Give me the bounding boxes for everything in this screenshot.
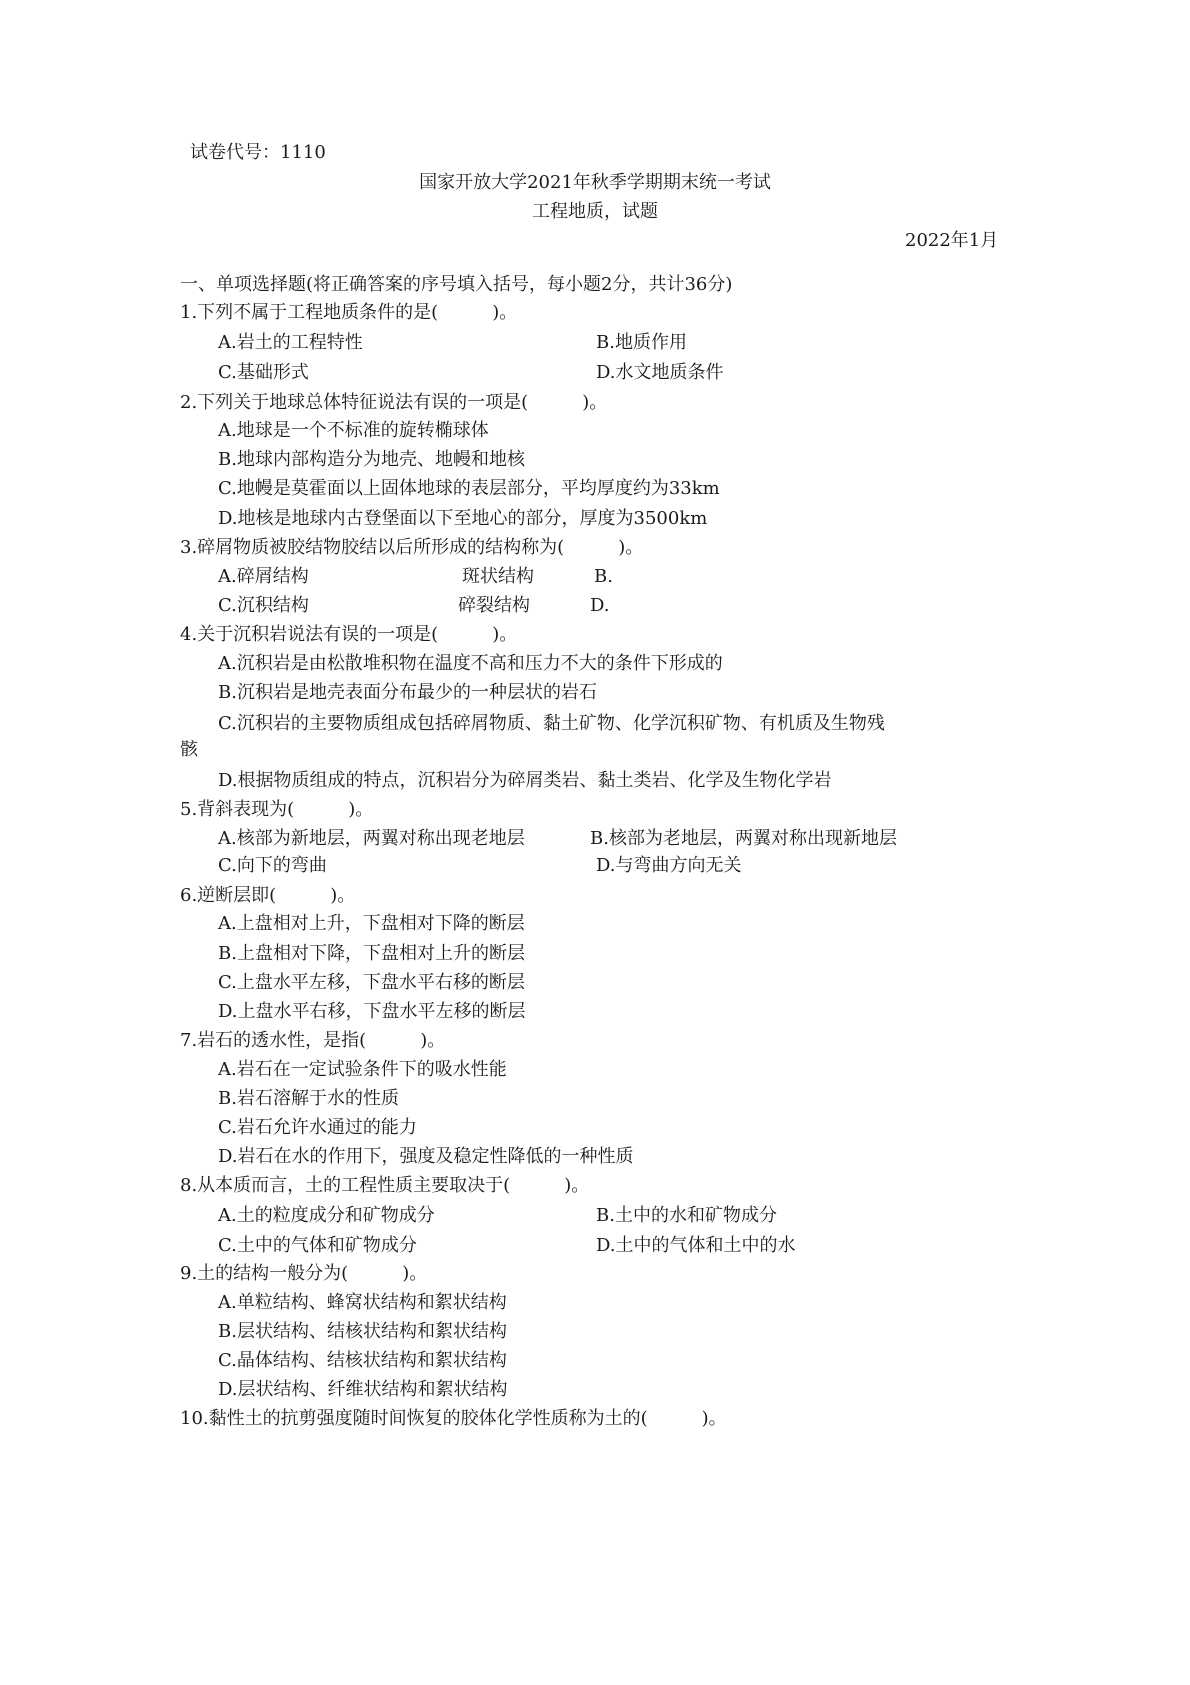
question-9-option-b: B.层状结构、结核状结构和絮状结构: [218, 1321, 507, 1342]
question-5-option-d: D.与弯曲方向无关: [596, 855, 742, 876]
question-8-option-b: B.土中的水和矿物成分: [596, 1205, 777, 1226]
question-9-option-c: C.晶体结构、结核状结构和絮状结构: [218, 1350, 507, 1371]
question-7-option-b: B.岩石溶解于水的性质: [218, 1088, 399, 1109]
question-2-stem: 2.下列关于地球总体特征说法有误的一项是( )。: [180, 392, 608, 413]
question-1-option-a: A.岩土的工程特性: [218, 332, 363, 353]
question-4-option-c: C.沉积岩的主要物质组成包括碎屑物质、黏土矿物、化学沉积矿物、有机质及生物残: [218, 713, 885, 734]
question-3-option-d-label: D.: [590, 595, 610, 616]
question-6-option-d: D.上盘水平右移，下盘水平左移的断层: [218, 1001, 526, 1022]
question-8-option-d: D.土中的气体和土中的水: [596, 1235, 796, 1256]
question-2-option-b: B.地球内部构造分为地壳、地幔和地核: [218, 449, 525, 470]
question-1-stem: 1.下列不属于工程地质条件的是( )。: [180, 302, 518, 323]
question-7-option-c: C.岩石允许水通过的能力: [218, 1117, 417, 1138]
question-6-option-c: C.上盘水平左移，下盘水平右移的断层: [218, 972, 525, 993]
question-4-option-b: B.沉积岩是地壳表面分布最少的一种层状的岩石: [218, 682, 597, 703]
question-3-stem: 3.碎屑物质被胶结物胶结以后所形成的结构称为( )。: [180, 537, 644, 558]
question-6-option-a: A.上盘相对上升，下盘相对下降的断层: [218, 913, 525, 934]
question-4-stem: 4.关于沉积岩说法有误的一项是( )。: [180, 624, 518, 645]
question-8-option-a: A.土的粒度成分和矿物成分: [218, 1205, 435, 1226]
question-3-option-b-text: 斑状结构: [462, 566, 534, 587]
question-7-option-a: A.岩石在一定试验条件下的吸水性能: [218, 1059, 507, 1080]
question-7-stem: 7.岩石的透水性，是指( )。: [180, 1030, 446, 1051]
question-1-option-d: D.水文地质条件: [596, 362, 724, 383]
question-2-option-c: C.地幔是莫霍面以上固体地球的表层部分，平均厚度约为33km: [218, 478, 720, 499]
exam-subtitle: 工程地质，试题: [532, 201, 658, 222]
question-3-option-c: C.沉积结构: [218, 595, 309, 616]
question-3-option-b-label: B.: [594, 566, 613, 587]
question-8-stem: 8.从本质而言，土的工程性质主要取决于( )。: [180, 1175, 590, 1196]
question-1-option-c: C.基础形式: [218, 362, 309, 383]
question-9-stem: 9.土的结构一般分为( )。: [180, 1263, 428, 1284]
question-7-option-d: D.岩石在水的作用下，强度及稳定性降低的一种性质: [218, 1146, 634, 1167]
paper-code: 试卷代号：1110: [190, 142, 326, 163]
question-8-option-c: C.土中的气体和矿物成分: [218, 1235, 417, 1256]
question-2-option-d: D.地核是地球内古登堡面以下至地心的部分，厚度为3500km: [218, 508, 708, 529]
question-9-option-d: D.层状结构、纤维状结构和絮状结构: [218, 1379, 508, 1400]
question-4-option-a: A.沉积岩是由松散堆积物在温度不高和压力不大的条件下形成的: [218, 653, 723, 674]
exam-date: 2022年1月: [905, 230, 999, 251]
question-4-option-c-continued: 骸: [180, 739, 198, 760]
question-6-stem: 6.逆断层即( )。: [180, 885, 356, 906]
question-5-option-c: C.向下的弯曲: [218, 855, 327, 876]
section-heading: 一、单项选择题(将正确答案的序号填入括号，每小题2分，共计36分): [180, 274, 733, 295]
question-5-option-a: A.核部为新地层，两翼对称出现老地层: [218, 828, 525, 849]
question-4-option-d: D.根据物质组成的特点，沉积岩分为碎屑类岩、黏土类岩、化学及生物化学岩: [218, 770, 832, 791]
question-9-option-a: A.单粒结构、蜂窝状结构和絮状结构: [218, 1292, 507, 1313]
question-1-option-b: B.地质作用: [596, 332, 687, 353]
question-3-option-a: A.碎屑结构: [218, 566, 309, 587]
question-2-option-a: A.地球是一个不标准的旋转椭球体: [218, 420, 489, 441]
question-6-option-b: B.上盘相对下降，下盘相对上升的断层: [218, 943, 525, 964]
question-3-option-d-text: 碎裂结构: [458, 595, 530, 616]
question-5-stem: 5.背斜表现为( )。: [180, 799, 374, 820]
exam-title: 国家开放大学2021年秋季学期期末统一考试: [419, 172, 771, 193]
question-5-option-b: B.核部为老地层，两翼对称出现新地层: [590, 828, 897, 849]
question-10-stem: 10.黏性土的抗剪强度随时间恢复的胶体化学性质称为土的( )。: [180, 1408, 727, 1429]
